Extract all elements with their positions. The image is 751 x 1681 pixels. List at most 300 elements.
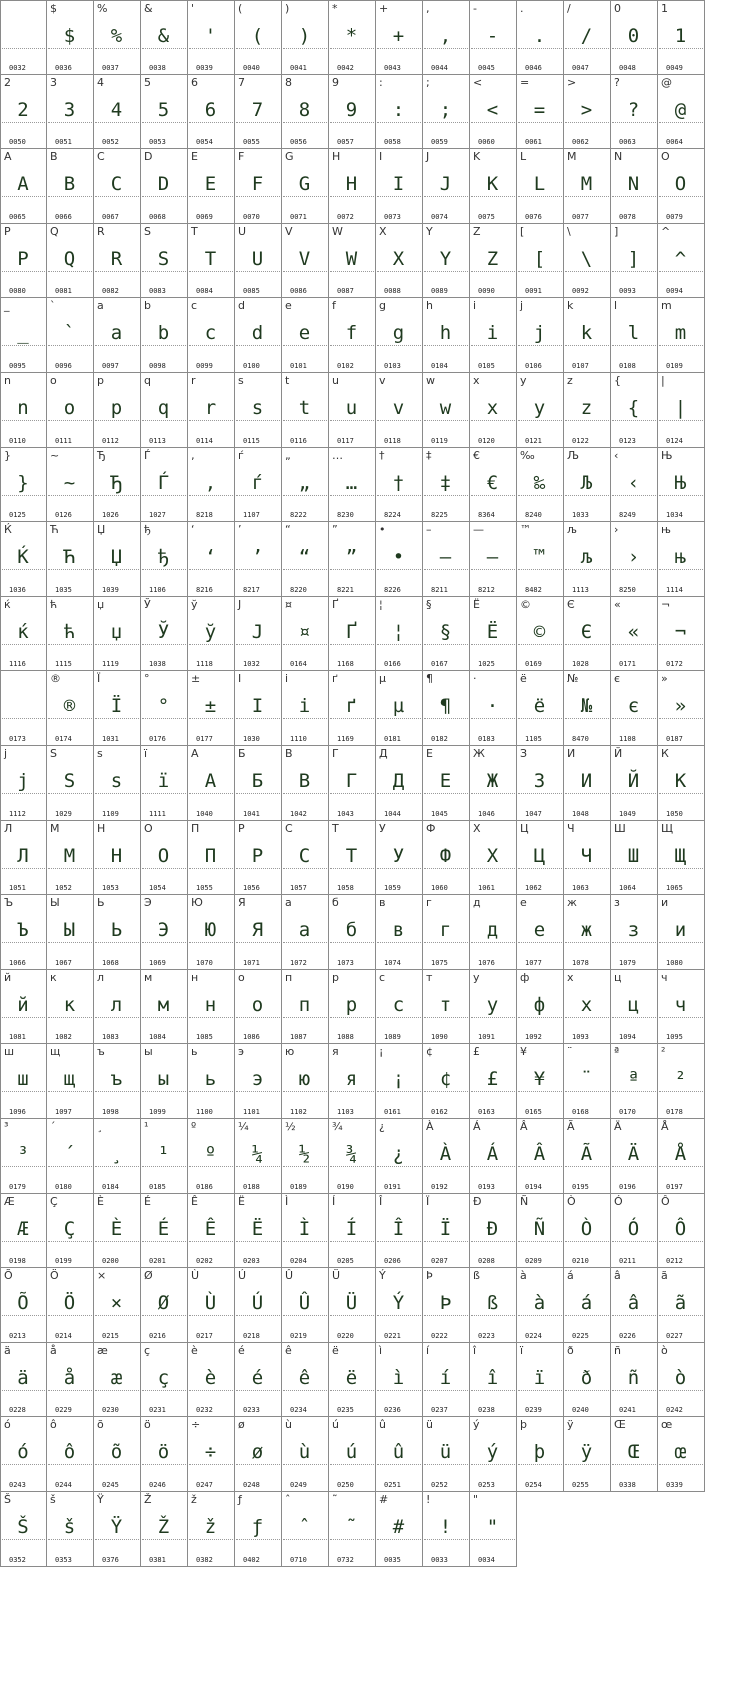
- glyph-code: 1099: [149, 1107, 166, 1116]
- glyph-sample: !: [439, 1516, 453, 1538]
- glyph-sample: X: [392, 247, 406, 270]
- glyph-character-label: X: [379, 224, 387, 238]
- glyph-cell: [141, 1343, 188, 1418]
- glyph-baseline: [471, 793, 515, 794]
- glyph-code: 0092: [572, 287, 589, 296]
- glyph-character-label: е: [520, 896, 527, 910]
- glyph-cell: [470, 75, 517, 150]
- glyph-baseline: [189, 122, 233, 123]
- glyph-baseline: [48, 122, 92, 123]
- glyph-sample: О: [157, 844, 171, 867]
- glyph-code: 0229: [55, 1406, 72, 1415]
- glyph-baseline: [565, 1241, 609, 1242]
- glyph-code: 0254: [525, 1480, 542, 1489]
- glyph-code: 1076: [478, 958, 495, 967]
- glyph-character-label: ы: [144, 1045, 153, 1059]
- glyph-baseline: [189, 1464, 233, 1465]
- glyph-baseline: [283, 793, 327, 794]
- glyph-code: 1111: [149, 809, 166, 818]
- glyph-code: 0172: [666, 660, 683, 669]
- glyph-baseline: [48, 345, 92, 346]
- glyph-character-label: <: [473, 75, 483, 89]
- glyph-code: 1119: [102, 660, 119, 669]
- glyph-sample: Ë: [251, 1217, 265, 1240]
- glyph-sample: m: [674, 322, 688, 345]
- glyph-sample: Б: [251, 770, 265, 792]
- glyph-cell: [376, 0, 423, 75]
- glyph-cell: [141, 149, 188, 224]
- glyph-baseline: [424, 495, 468, 496]
- glyph-sample: Ü: [345, 1292, 359, 1315]
- glyph-character-label: Щ: [661, 821, 674, 835]
- glyph-baseline: [48, 196, 92, 197]
- glyph-sample: Х: [486, 844, 500, 867]
- glyph-sample: `: [63, 322, 77, 345]
- glyph-code: 0249: [290, 1480, 307, 1489]
- glyph-character-label: ô: [50, 1418, 57, 1432]
- glyph-character-label: 3: [50, 75, 57, 89]
- glyph-cell: [329, 1492, 376, 1567]
- glyph-cell: [423, 298, 470, 373]
- glyph-character-label: ÿ: [567, 1418, 574, 1432]
- glyph-code: 0090: [478, 287, 495, 296]
- glyph-character-label: P: [4, 224, 11, 238]
- glyph-character-label: «: [614, 597, 621, 611]
- glyph-baseline: [48, 942, 92, 943]
- glyph-sample: ž: [204, 1516, 218, 1538]
- glyph-code: 0101: [290, 361, 307, 370]
- glyph-baseline: [2, 718, 45, 719]
- glyph-code: 0112: [102, 436, 119, 445]
- glyph-sample: Э: [157, 919, 171, 942]
- glyph-sample: F: [251, 173, 265, 196]
- glyph-character-label: 4: [97, 75, 104, 89]
- glyph-baseline: [424, 1091, 468, 1092]
- glyph-cell: [423, 895, 470, 970]
- glyph-sample: ´: [63, 1143, 77, 1165]
- glyph-baseline: [612, 1017, 656, 1018]
- glyph-cell: [47, 895, 94, 970]
- glyph-sample: Њ: [674, 471, 688, 494]
- glyph-sample: a: [110, 322, 124, 345]
- glyph-character-label: ё: [520, 672, 527, 686]
- glyph-baseline: [518, 1315, 562, 1316]
- glyph-cell: [423, 1417, 470, 1492]
- glyph-sample: ¢: [439, 1068, 453, 1091]
- glyph-sample: Î: [392, 1217, 406, 1240]
- glyph-cell: [282, 1492, 329, 1567]
- glyph-code: 1112: [9, 809, 26, 818]
- glyph-cell: [188, 970, 235, 1045]
- glyph-character-label: l: [614, 299, 618, 313]
- glyph-sample: s: [110, 770, 124, 792]
- glyph-character-label: я: [332, 1045, 339, 1059]
- glyph-cell: [141, 1194, 188, 1269]
- glyph-baseline: [2, 48, 45, 49]
- glyph-baseline: [283, 48, 327, 49]
- glyph-sample: є: [627, 695, 641, 718]
- glyph-sample: y: [533, 397, 547, 419]
- glyph-code: 0084: [196, 287, 213, 296]
- glyph-cell: [470, 1119, 517, 1194]
- glyph-sample: ˆ: [298, 1516, 312, 1538]
- glyph-sample: Ь: [110, 919, 124, 942]
- glyph-cell: [611, 149, 658, 224]
- glyph-baseline: [377, 569, 421, 570]
- glyph-code: 0242: [666, 1406, 683, 1415]
- glyph-cell: [282, 895, 329, 970]
- glyph-cell: [0, 373, 47, 448]
- glyph-baseline: [471, 1091, 515, 1092]
- glyph-baseline: [424, 122, 468, 123]
- glyph-character-label: Û: [285, 1269, 294, 1283]
- glyph-cell: [470, 298, 517, 373]
- glyph-code: 0376: [102, 1555, 119, 1564]
- glyph-baseline: [283, 1464, 327, 1465]
- glyph-cell: [517, 522, 564, 597]
- glyph-code: 0230: [102, 1406, 119, 1415]
- glyph-baseline: [612, 1241, 656, 1242]
- glyph-sample: ã: [674, 1292, 688, 1315]
- glyph-sample: з: [627, 919, 641, 942]
- glyph-sample: µ: [392, 695, 406, 718]
- glyph-cell: [658, 448, 705, 523]
- glyph-baseline: [2, 1017, 45, 1018]
- glyph-sample: ú: [345, 1441, 359, 1464]
- glyph-baseline: [283, 718, 327, 719]
- glyph-character-label: Л: [4, 821, 13, 835]
- glyph-sample: O: [674, 173, 688, 196]
- glyph-sample: „: [298, 471, 312, 494]
- glyph-baseline: [142, 48, 186, 49]
- glyph-code: 1105: [525, 734, 542, 743]
- glyph-character-label: ¡: [379, 1045, 384, 1059]
- glyph-code: 0171: [619, 660, 636, 669]
- glyph-code: 0077: [572, 212, 589, 221]
- glyph-character-label: ’: [238, 523, 242, 537]
- glyph-baseline: [659, 196, 703, 197]
- glyph-baseline: [48, 48, 92, 49]
- glyph-character-label: S: [144, 224, 151, 238]
- glyph-cell: [564, 1343, 611, 1418]
- glyph-cell: [611, 1119, 658, 1194]
- glyph-cell: [658, 1268, 705, 1343]
- glyph-baseline: [471, 868, 515, 869]
- glyph-baseline: [142, 1241, 186, 1242]
- glyph-character-label: ø: [238, 1418, 245, 1432]
- glyph-baseline: [424, 196, 468, 197]
- glyph-baseline: [612, 1390, 656, 1391]
- glyph-character-label: ö: [144, 1418, 151, 1432]
- glyph-sample: Æ: [17, 1217, 30, 1240]
- glyph-character-label: б: [332, 896, 339, 910]
- glyph-code: 0126: [55, 511, 72, 520]
- glyph-baseline: [189, 1241, 233, 1242]
- glyph-code: 1028: [572, 660, 589, 669]
- glyph-code: 0071: [290, 212, 307, 221]
- glyph-character-label: (: [238, 2, 243, 15]
- glyph-character-label: ‚: [191, 448, 195, 462]
- glyph-character-label: Ê: [191, 1194, 198, 1208]
- glyph-cell: [94, 597, 141, 672]
- glyph-sample: ÷: [204, 1441, 218, 1464]
- glyph-baseline: [189, 345, 233, 346]
- glyph-sample: Œ: [627, 1441, 641, 1464]
- glyph-code: 0218: [243, 1331, 260, 1340]
- glyph-baseline: [612, 1091, 656, 1092]
- glyph-cell: [141, 1492, 188, 1567]
- glyph-sample: V: [298, 247, 312, 270]
- glyph-sample: v: [392, 397, 406, 419]
- glyph-character-label: õ: [97, 1418, 104, 1432]
- glyph-code: 1102: [290, 1107, 307, 1116]
- glyph-code: 0066: [55, 212, 72, 221]
- glyph-sample: ·: [486, 695, 500, 718]
- glyph-baseline: [377, 196, 421, 197]
- glyph-character-label: Џ: [97, 523, 106, 537]
- glyph-cell: [188, 1417, 235, 1492]
- glyph-cell: [517, 1194, 564, 1269]
- glyph-character-label: Þ: [426, 1269, 433, 1283]
- glyph-cell: [0, 75, 47, 150]
- glyph-code: 1030: [243, 734, 260, 743]
- glyph-baseline: [377, 345, 421, 346]
- glyph-code: 1059: [384, 884, 401, 893]
- glyph-sample: å: [63, 1366, 77, 1389]
- glyph-character-label: Ї: [97, 672, 101, 686]
- glyph-baseline: [48, 793, 92, 794]
- glyph-code: 8218: [196, 511, 213, 520]
- glyph-sample: ю: [298, 1068, 312, 1091]
- glyph-sample: .: [533, 25, 547, 47]
- glyph-cell: [423, 373, 470, 448]
- glyph-character-label: @: [661, 75, 672, 89]
- glyph-character-label: è: [191, 1343, 198, 1357]
- glyph-baseline: [330, 793, 374, 794]
- glyph-baseline: [471, 1315, 515, 1316]
- glyph-code: 1095: [666, 1033, 683, 1042]
- glyph-sample: {: [627, 397, 641, 419]
- glyph-character-label: Р: [238, 821, 245, 835]
- glyph-code: 0237: [431, 1406, 448, 1415]
- glyph-sample: i: [298, 695, 312, 718]
- glyph-sample: õ: [110, 1441, 124, 1464]
- glyph-baseline: [612, 271, 656, 272]
- glyph-baseline: [142, 1315, 186, 1316]
- glyph-cell: [141, 1119, 188, 1194]
- glyph-sample: Ї: [110, 695, 124, 718]
- glyph-code: 0225: [572, 1331, 589, 1340]
- glyph-character-label: ú: [332, 1418, 339, 1432]
- glyph-character-label: D: [144, 150, 153, 164]
- glyph-character-label: ќ: [4, 597, 11, 611]
- glyph-cell: [470, 1417, 517, 1492]
- glyph-cell: [611, 0, 658, 75]
- glyph-baseline: [377, 1315, 421, 1316]
- glyph-character-label: ×: [97, 1269, 107, 1283]
- glyph-baseline: [189, 644, 233, 645]
- glyph-sample: Ð: [486, 1217, 500, 1240]
- glyph-sample: Å: [674, 1143, 688, 1165]
- glyph-baseline: [565, 345, 609, 346]
- glyph-code: 0120: [478, 436, 495, 445]
- glyph-cell: [564, 821, 611, 896]
- glyph-sample: x: [486, 397, 500, 419]
- glyph-sample: н: [204, 993, 218, 1016]
- glyph-character-label: S: [50, 747, 57, 760]
- glyph-character-label: &: [144, 2, 153, 15]
- glyph-sample: þ: [533, 1441, 547, 1464]
- glyph-cell: [517, 895, 564, 970]
- glyph-character-label: €: [473, 448, 480, 462]
- glyph-character-label: t: [285, 374, 290, 387]
- glyph-sample: ù: [298, 1441, 312, 1464]
- glyph-cell: [376, 895, 423, 970]
- glyph-cell: [94, 75, 141, 150]
- glyph-cell: [235, 1044, 282, 1119]
- glyph-code: 0352: [9, 1555, 26, 1564]
- glyph-baseline: [612, 345, 656, 346]
- glyph-baseline: [2, 1390, 45, 1391]
- glyph-character-label: Ћ: [50, 523, 59, 537]
- glyph-character-label: §: [426, 597, 432, 611]
- glyph-baseline: [330, 1390, 374, 1391]
- glyph-sample: Д: [392, 770, 406, 792]
- glyph-code: 0124: [666, 436, 683, 445]
- glyph-cell: [376, 298, 423, 373]
- glyph-cell: [188, 224, 235, 299]
- glyph-cell: [47, 448, 94, 523]
- glyph-cell: [141, 597, 188, 672]
- glyph-sample: =: [533, 98, 547, 121]
- glyph-baseline: [330, 196, 374, 197]
- glyph-cell: [329, 970, 376, 1045]
- glyph-baseline: [283, 495, 327, 496]
- glyph-code: 8249: [619, 511, 636, 520]
- glyph-code: 0111: [55, 436, 72, 445]
- glyph-cell: [329, 1417, 376, 1492]
- glyph-code: 0110: [9, 436, 26, 445]
- glyph-code: 0189: [290, 1182, 307, 1191]
- glyph-code: 0216: [149, 1331, 166, 1340]
- glyph-baseline: [471, 569, 515, 570]
- glyph-cell: [376, 75, 423, 150]
- glyph-cell: [564, 746, 611, 821]
- glyph-baseline: [471, 644, 515, 645]
- glyph-character-label: ь: [191, 1045, 198, 1059]
- glyph-baseline: [518, 345, 562, 346]
- glyph-code: 8216: [196, 585, 213, 594]
- glyph-sample: ý: [486, 1441, 500, 1464]
- glyph-baseline: [236, 1315, 280, 1316]
- glyph-cell: [658, 1044, 705, 1119]
- glyph-character-label: “: [285, 523, 291, 537]
- glyph-sample: _: [17, 322, 30, 345]
- glyph-sample: i: [486, 322, 500, 345]
- glyph-character-label: é: [238, 1343, 245, 1357]
- glyph-baseline: [95, 868, 139, 869]
- glyph-baseline: [2, 345, 45, 346]
- glyph-character-label: +: [379, 2, 389, 15]
- glyph-code: 0057: [337, 138, 354, 147]
- glyph-cell: [470, 1343, 517, 1418]
- glyph-code: 0052: [102, 138, 119, 147]
- glyph-cell: [0, 522, 47, 597]
- glyph-character-label: ћ: [50, 597, 58, 611]
- glyph-baseline: [565, 644, 609, 645]
- glyph-cell: [329, 75, 376, 150]
- glyph-code: 0227: [666, 1331, 683, 1340]
- glyph-baseline: [142, 718, 186, 719]
- glyph-character-label: r: [191, 374, 196, 387]
- glyph-cell: [0, 298, 47, 373]
- glyph-baseline: [189, 1390, 233, 1391]
- glyph-code: 0067: [102, 212, 119, 221]
- glyph-cell: [94, 149, 141, 224]
- glyph-character-label: ¹: [144, 1120, 149, 1133]
- glyph-sample: æ: [110, 1366, 124, 1389]
- glyph-character-label: °: [144, 672, 150, 686]
- glyph-character-label: ß: [473, 1269, 480, 1283]
- glyph-cell: [564, 597, 611, 672]
- glyph-code: 0338: [619, 1480, 636, 1489]
- glyph-cell: [235, 224, 282, 299]
- glyph-sample: ^: [674, 247, 688, 270]
- glyph-character-label: Õ: [4, 1269, 13, 1283]
- glyph-code: 8222: [290, 511, 307, 520]
- glyph-code: 1093: [572, 1033, 589, 1042]
- glyph-baseline: [518, 793, 562, 794]
- glyph-character-label: ¼: [238, 1120, 249, 1133]
- glyph-cell: [611, 1044, 658, 1119]
- glyph-character-label: a: [97, 299, 104, 313]
- glyph-cell: [611, 373, 658, 448]
- glyph-sample: ø: [251, 1441, 265, 1464]
- glyph-baseline: [330, 1091, 374, 1092]
- glyph-cell: [658, 746, 705, 821]
- glyph-baseline: [424, 1390, 468, 1391]
- glyph-character-label: Y: [426, 224, 433, 238]
- glyph-code: 0064: [666, 138, 683, 147]
- glyph-sample: %: [110, 25, 124, 47]
- glyph-character-label: á: [567, 1269, 574, 1283]
- glyph-character-label: Æ: [4, 1194, 15, 1208]
- glyph-baseline: [565, 1390, 609, 1391]
- glyph-baseline: [283, 644, 327, 645]
- glyph-baseline: [142, 1091, 186, 1092]
- glyph-sample: К: [674, 770, 688, 792]
- glyph-code: 1063: [572, 884, 589, 893]
- glyph-code: 1058: [337, 884, 354, 893]
- glyph-code: 1101: [243, 1107, 260, 1116]
- glyph-baseline: [142, 495, 186, 496]
- glyph-code: 0234: [290, 1406, 307, 1415]
- glyph-code: 0203: [243, 1257, 260, 1266]
- glyph-character-label: ~: [50, 448, 60, 462]
- glyph-code: 0089: [431, 287, 448, 296]
- glyph-character-label: û: [379, 1418, 386, 1432]
- glyph-character-label: {: [614, 374, 621, 387]
- glyph-code: 0181: [384, 734, 401, 743]
- glyph-cell: [235, 895, 282, 970]
- glyph-baseline: [330, 495, 374, 496]
- glyph-code: 0247: [196, 1480, 213, 1489]
- glyph-sample: Я: [251, 919, 265, 942]
- glyph-sample: ö: [157, 1441, 171, 1464]
- glyph-code: 0219: [290, 1331, 307, 1340]
- glyph-code: 0076: [525, 212, 542, 221]
- glyph-baseline: [2, 644, 45, 645]
